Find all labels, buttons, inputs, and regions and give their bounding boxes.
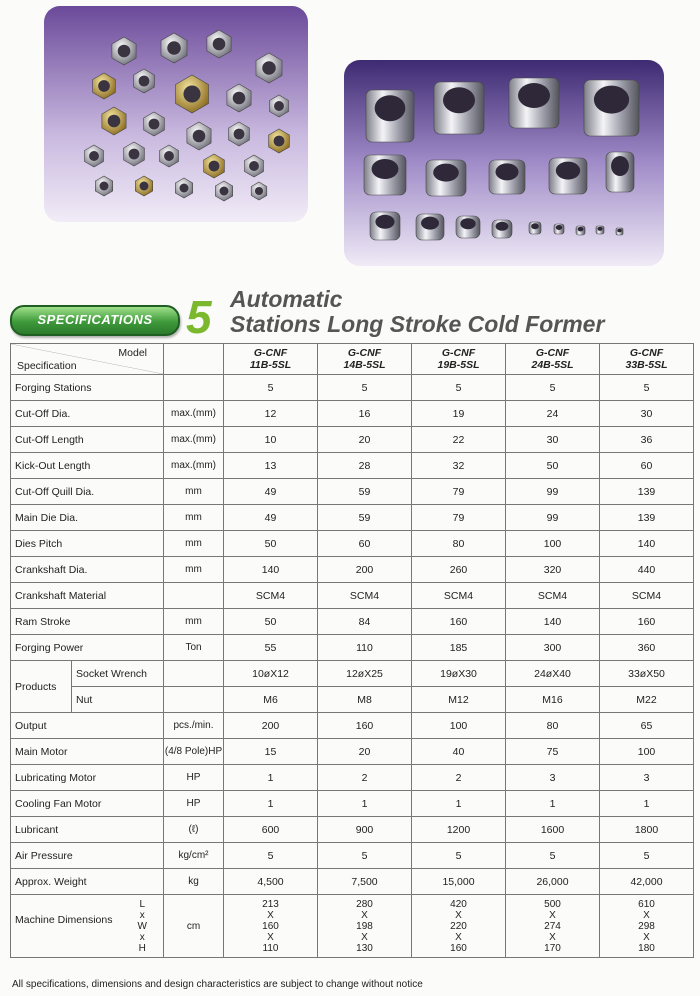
- spec-value: 140: [224, 557, 318, 583]
- socket-icon: [584, 80, 639, 136]
- spec-value: 65: [600, 713, 694, 739]
- spec-value: 3: [600, 765, 694, 791]
- dimension-value: 170: [544, 942, 561, 954]
- spec-unit: [164, 375, 224, 401]
- spec-value: 42,000: [600, 869, 694, 895]
- socket-icon: [576, 226, 585, 235]
- spec-unit: HP: [164, 791, 224, 817]
- model-column-header: G-CNF 24B-5SL: [506, 344, 600, 375]
- spec-value: 28: [318, 453, 412, 479]
- spec-value: 3: [506, 765, 600, 791]
- spec-value: 1: [224, 791, 318, 817]
- spec-value: 1: [318, 791, 412, 817]
- spec-value: 50: [224, 531, 318, 557]
- spec-value: 80: [506, 713, 600, 739]
- spec-value: 5: [412, 843, 506, 869]
- spec-value: 5: [506, 843, 600, 869]
- spec-value: 900: [318, 817, 412, 843]
- spec-label: Forging Stations: [11, 375, 164, 401]
- dimension-value: X: [361, 909, 368, 921]
- spec-label: Dies Pitch: [11, 531, 164, 557]
- spec-value: 59: [318, 505, 412, 531]
- dimension-value: X: [549, 931, 556, 943]
- disclaimer-footer: All specifications, dimensions and design characteristics are subject to change without notice: [12, 979, 423, 990]
- spec-unit: mm: [164, 557, 224, 583]
- spec-value: 19: [412, 401, 506, 427]
- spec-value: 1200: [412, 817, 506, 843]
- spec-unit: max.(mm): [164, 427, 224, 453]
- spec-row-b4: [11, 817, 694, 843]
- socket-icon: [434, 82, 484, 134]
- spec-value: 2: [318, 765, 412, 791]
- socket-icon: [606, 152, 634, 192]
- spec-value: 19øX30: [412, 661, 506, 687]
- spec-row-9: [11, 609, 694, 635]
- spec-unit: (ℓ): [164, 817, 224, 843]
- spec-value: 24: [506, 401, 600, 427]
- spec-value: 600: [224, 817, 318, 843]
- spec-row-b2: [11, 765, 694, 791]
- spec-value: 5: [600, 375, 694, 401]
- spec-value: 2: [412, 765, 506, 791]
- spec-row-0: [11, 375, 694, 401]
- spec-value: SCM4: [506, 583, 600, 609]
- spec-row-b0: [11, 713, 694, 739]
- dimension-value: X: [455, 931, 462, 943]
- spec-value: 79: [412, 479, 506, 505]
- dimension-value: 160: [450, 942, 467, 954]
- spec-value: 40: [412, 739, 506, 765]
- specifications-badge-label: SPECIFICATIONS: [37, 312, 153, 327]
- table-header-row: [11, 344, 694, 375]
- spec-value: 1: [600, 791, 694, 817]
- spec-value: 200: [224, 713, 318, 739]
- socket-icon: [616, 228, 623, 235]
- dimension-value: 280: [356, 898, 373, 910]
- spec-value: 140: [506, 609, 600, 635]
- socket-icon: [456, 216, 480, 238]
- spec-value: M22: [600, 687, 694, 713]
- socket-wrench-label: Socket Wrench: [72, 661, 164, 687]
- spec-value: 60: [600, 453, 694, 479]
- socket-icon: [416, 214, 444, 240]
- dimension-value: X: [455, 909, 462, 921]
- spec-value: 20: [318, 427, 412, 453]
- socket-icon: [364, 155, 406, 195]
- spec-value: 16: [318, 401, 412, 427]
- spec-label: Cut-Off Length: [11, 427, 164, 453]
- spec-unit: max.(mm): [164, 401, 224, 427]
- dimension-value: X: [267, 909, 274, 921]
- spec-value: M16: [506, 687, 600, 713]
- model-column-header: G-CNF 33B-5SL: [600, 344, 694, 375]
- spec-value: 55: [224, 635, 318, 661]
- products-socket-row: [11, 661, 694, 687]
- spec-value: 5: [506, 375, 600, 401]
- specification-table: [10, 343, 694, 958]
- spec-value: SCM4: [600, 583, 694, 609]
- spec-row-6: [11, 531, 694, 557]
- dimension-axis: W: [137, 921, 147, 932]
- spec-unit: mm: [164, 505, 224, 531]
- model-column-header: G-CNF 11B-5SL: [224, 344, 318, 375]
- spec-value: 1800: [600, 817, 694, 843]
- spec-label: Approx. Weight: [11, 869, 164, 895]
- dimension-value: X: [549, 909, 556, 921]
- spec-value: 100: [506, 531, 600, 557]
- spec-row-b1: [11, 739, 694, 765]
- spec-value: 1: [224, 765, 318, 791]
- spec-unit: pcs./min.: [164, 713, 224, 739]
- specifications-badge: [10, 305, 180, 336]
- dimension-axis: x: [139, 910, 145, 921]
- socket-icon: [366, 90, 414, 142]
- spec-value: 26,000: [506, 869, 600, 895]
- spec-row-8: [11, 583, 694, 609]
- spec-value: 160: [600, 609, 694, 635]
- nut-label: Nut: [72, 687, 164, 713]
- dimension-value: 274: [544, 920, 561, 932]
- spec-value: 59: [318, 479, 412, 505]
- specification-header: Specification: [17, 360, 77, 372]
- spec-label: Crankshaft Material: [11, 583, 164, 609]
- socket-icon: [554, 224, 564, 234]
- machine-dimensions-row: [11, 895, 694, 958]
- spec-unit: (4/8 Pole)HP: [164, 739, 224, 765]
- spec-value: 80: [412, 531, 506, 557]
- spec-label: Main Die Dia.: [11, 505, 164, 531]
- spec-value: 30: [600, 401, 694, 427]
- spec-unit: kg/cm²: [164, 843, 224, 869]
- spec-value: 12: [224, 401, 318, 427]
- dimension-axis: H: [138, 943, 146, 954]
- dimension-value: X: [267, 931, 274, 943]
- spec-value: 15: [224, 739, 318, 765]
- spec-unit: [164, 687, 224, 713]
- spec-unit: mm: [164, 479, 224, 505]
- spec-value: 5: [318, 375, 412, 401]
- spec-value: 1600: [506, 817, 600, 843]
- spec-value: 100: [412, 713, 506, 739]
- spec-value: 12øX25: [318, 661, 412, 687]
- spec-value: 5: [318, 843, 412, 869]
- spec-value: 75: [506, 739, 600, 765]
- spec-value: 50: [224, 609, 318, 635]
- spec-value: 60: [318, 531, 412, 557]
- spec-label: Ram Stroke: [11, 609, 164, 635]
- spec-value: M12: [412, 687, 506, 713]
- spec-value: 110: [318, 635, 412, 661]
- spec-label: Lubricating Motor: [11, 765, 164, 791]
- spec-value: 30: [506, 427, 600, 453]
- dimension-value: 298: [638, 920, 655, 932]
- model-header: Model: [118, 347, 147, 359]
- spec-label: Crankshaft Dia.: [11, 557, 164, 583]
- spec-value: 139: [600, 479, 694, 505]
- spec-row-b5: [11, 843, 694, 869]
- spec-row-2: [11, 427, 694, 453]
- spec-unit: mm: [164, 609, 224, 635]
- spec-row-1: [11, 401, 694, 427]
- socket-icon: [492, 220, 512, 238]
- spec-row-4: [11, 479, 694, 505]
- spec-value: 10: [224, 427, 318, 453]
- dimension-axis: x: [139, 932, 145, 943]
- spec-value: 13: [224, 453, 318, 479]
- spec-value: 99: [506, 479, 600, 505]
- spec-label: Cut-Off Quill Dia.: [11, 479, 164, 505]
- spec-value: SCM4: [412, 583, 506, 609]
- spec-label: Forging Power: [11, 635, 164, 661]
- spec-label: Cooling Fan Motor: [11, 791, 164, 817]
- spec-value: 5: [600, 843, 694, 869]
- model-column-header: G-CNF 14B-5SL: [318, 344, 412, 375]
- spec-unit: cm: [164, 895, 224, 958]
- spec-value: M6: [224, 687, 318, 713]
- socket-icon: [549, 158, 587, 194]
- spec-value: 36: [600, 427, 694, 453]
- spec-label: Kick-Out Length: [11, 453, 164, 479]
- spec-value: 79: [412, 505, 506, 531]
- spec-value: 200: [318, 557, 412, 583]
- spec-row-7: [11, 557, 694, 583]
- spec-value: 49: [224, 505, 318, 531]
- spec-row-10: [11, 635, 694, 661]
- machine-dimensions-label: [11, 895, 164, 958]
- socket-icon: [596, 226, 604, 234]
- socket-icon: [489, 160, 525, 194]
- spec-value: 15,000: [412, 869, 506, 895]
- spec-value: 160: [412, 609, 506, 635]
- spec-label: Main Motor: [11, 739, 164, 765]
- spec-value: 185: [412, 635, 506, 661]
- spec-row-b3: [11, 791, 694, 817]
- spec-value: 440: [600, 557, 694, 583]
- title-line-1: Automatic: [230, 286, 343, 312]
- dimension-axes: [138, 899, 147, 954]
- products-nut-row: [11, 687, 694, 713]
- dimension-value: 213: [262, 898, 279, 910]
- spec-label: Output: [11, 713, 164, 739]
- spec-value: 20: [318, 739, 412, 765]
- spec-value: 320: [506, 557, 600, 583]
- header-unit-cell: [164, 344, 224, 375]
- spec-label: Air Pressure: [11, 843, 164, 869]
- spec-value: SCM4: [224, 583, 318, 609]
- spec-value: 1: [506, 791, 600, 817]
- spec-label: Lubricant: [11, 817, 164, 843]
- title-line-2: Stations Long Stroke Cold Former: [230, 311, 605, 337]
- dimension-axis: L: [139, 899, 146, 910]
- spec-unit: [164, 583, 224, 609]
- dimension-value: 500: [544, 898, 561, 910]
- spec-row-b6: [11, 869, 694, 895]
- spec-value: 5: [224, 843, 318, 869]
- spec-unit: Ton: [164, 635, 224, 661]
- dimension-value: 220: [450, 920, 467, 932]
- dimensions-text: Machine Dimensions: [15, 914, 113, 926]
- model-column-header: G-CNF 19B-5SL: [412, 344, 506, 375]
- spec-value: 260: [412, 557, 506, 583]
- spec-label: Cut-Off Dia.: [11, 401, 164, 427]
- dimension-value: 198: [356, 920, 373, 932]
- spec-value: M8: [318, 687, 412, 713]
- sockets-product-photo: [344, 60, 664, 266]
- stations-number: 5: [186, 291, 212, 343]
- spec-value: 24øX40: [506, 661, 600, 687]
- socket-icon: [426, 160, 466, 196]
- spec-value: 300: [506, 635, 600, 661]
- spec-value: 360: [600, 635, 694, 661]
- dimension-value: X: [361, 931, 368, 943]
- spec-unit: HP: [164, 765, 224, 791]
- spec-unit: max.(mm): [164, 453, 224, 479]
- spec-value: 22: [412, 427, 506, 453]
- dimension-value: X: [643, 909, 650, 921]
- spec-value: 4,500: [224, 869, 318, 895]
- dimension-value: X: [643, 931, 650, 943]
- dimension-value: 180: [638, 942, 655, 954]
- spec-value: 32: [412, 453, 506, 479]
- socket-icon: [370, 212, 400, 240]
- spec-value: 100: [600, 739, 694, 765]
- dimension-values: [318, 895, 412, 958]
- nuts-product-photo: [44, 6, 308, 222]
- dimension-values: [412, 895, 506, 958]
- spec-value: 1: [412, 791, 506, 817]
- spec-value: 140: [600, 531, 694, 557]
- dimension-value: 130: [356, 942, 373, 954]
- spec-value: 50: [506, 453, 600, 479]
- spec-value: 33øX50: [600, 661, 694, 687]
- spec-value: 5: [224, 375, 318, 401]
- products-label: Products: [11, 661, 72, 713]
- spec-value: 139: [600, 505, 694, 531]
- socket-icon: [529, 222, 541, 234]
- spec-value: 160: [318, 713, 412, 739]
- dimension-values: [506, 895, 600, 958]
- spec-row-3: [11, 453, 694, 479]
- header-corner-cell: [11, 344, 164, 375]
- spec-value: 49: [224, 479, 318, 505]
- spec-value: SCM4: [318, 583, 412, 609]
- spec-value: 10øX12: [224, 661, 318, 687]
- spec-value: 84: [318, 609, 412, 635]
- socket-icon: [509, 78, 559, 128]
- dimension-value: 610: [638, 898, 655, 910]
- dimension-value: 160: [262, 920, 279, 932]
- dimension-value: 420: [450, 898, 467, 910]
- dimension-value: 110: [262, 942, 279, 954]
- spec-value: 7,500: [318, 869, 412, 895]
- spec-unit: mm: [164, 531, 224, 557]
- dimension-values: [600, 895, 694, 958]
- spec-value: 5: [412, 375, 506, 401]
- spec-unit: [164, 661, 224, 687]
- spec-value: 99: [506, 505, 600, 531]
- dimension-values: [224, 895, 318, 958]
- spec-row-5: [11, 505, 694, 531]
- spec-unit: kg: [164, 869, 224, 895]
